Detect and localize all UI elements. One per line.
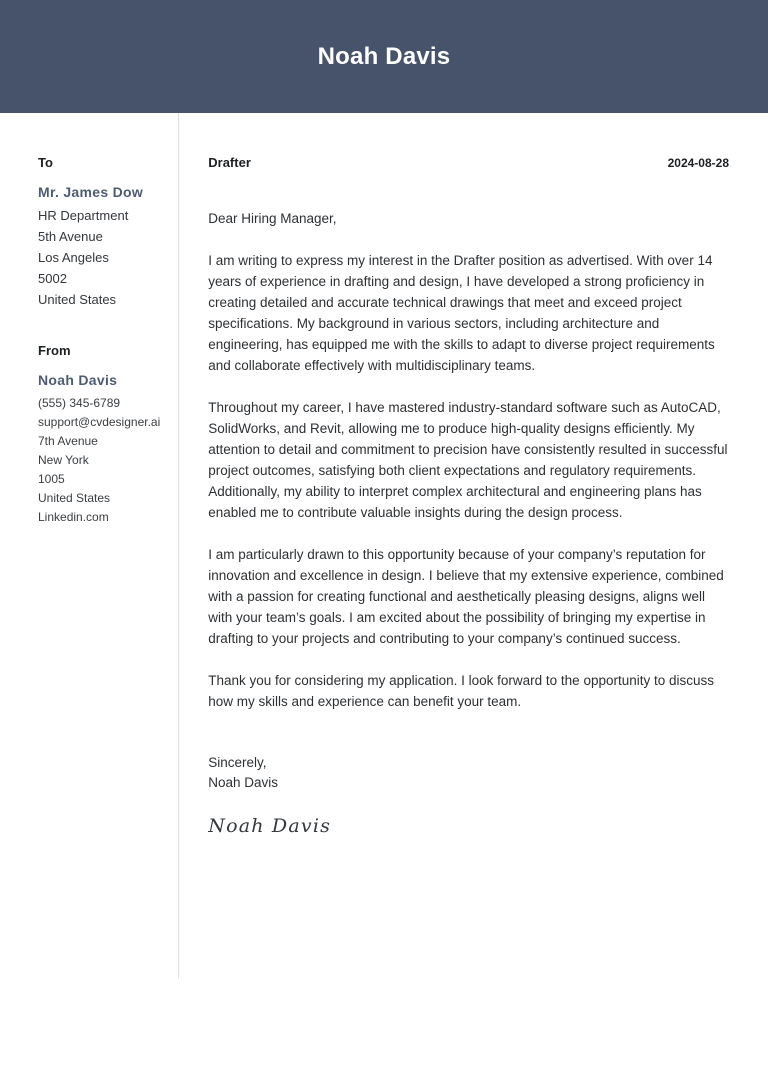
recipient-name: Mr. James Dow [38,184,144,200]
sender-linkedin: Linkedin.com [38,510,109,524]
list-item: 1005 [38,472,65,486]
to-label: To [38,155,53,170]
list-item: 5th Avenue [38,229,103,244]
list-item: United States [38,292,117,307]
to-block [38,155,160,310]
letter-paragraph: I am writing to express my interest in the Drafter position as advertised. With over 14 years of experience in drafting and design, I have developed a strong proficiency in creating detailed and accurate technical drawings that meet and exceed project specifications. My background in various sectors, including architecture and engineering, has equipped me with the skills to adapt to diverse project requirements and collaborate effectively with multidisciplinary teams. [208,253,715,373]
header-applicant-name: Noah Davis [317,42,451,70]
list-item: 5002 [38,271,67,286]
letter-column [179,113,768,837]
document-header [0,0,768,113]
document-body [0,113,768,978]
closing-block [208,753,729,793]
list-item: New York [38,453,89,467]
from-block [38,343,160,527]
from-label: From [38,343,71,358]
closing-word: Sincerely, [208,755,267,770]
sidebar [0,113,178,527]
letter-paragraph: Throughout my career, I have mastered industry-standard software such as AutoCAD, SolidWorks, and Revit, allowing me to produce high-quality designs efficiently. My attention to detail and commitment to precision have consistently resulted in successful project outcomes, satisfying both client expectations and regulatory requirements. Additionally, my ability to interpret complex architectural and engineering plans has enabled me to contribute valuable insights during the design process. [208,400,728,520]
job-title: Drafter [208,155,251,170]
letter-paragraph: Thank you for considering my application. I look forward to the opportunity to discuss how my skills and experience can benefit your team. [208,673,715,709]
closing-name: Noah Davis [208,775,279,790]
list-item: 7th Avenue [38,434,98,448]
signature: Noah Davis [208,815,332,837]
salutation: Dear Hiring Manager, [208,211,337,226]
sender-name: Noah Davis [38,372,118,388]
letter-meta-row [208,155,729,170]
list-item: United States [38,491,111,505]
letter-date: 2024-08-28 [667,156,729,170]
list-item: HR Department [38,208,129,223]
sender-email: support@cvdesigner.ai [38,415,161,429]
sender-phone: (555) 345-6789 [38,396,121,410]
letter-paragraph: I am particularly drawn to this opportunity because of your company’s reputation for innovation and excellence in design. I believe that my extensive experience, combined with a passion for creating functional and aesthetically pleasing designs, aligns well with your team’s goals. I am excited about the possibility of bringing my expertise in drafting to your projects and contributing to your company’s continued success. [208,547,724,646]
list-item: Los Angeles [38,250,109,265]
